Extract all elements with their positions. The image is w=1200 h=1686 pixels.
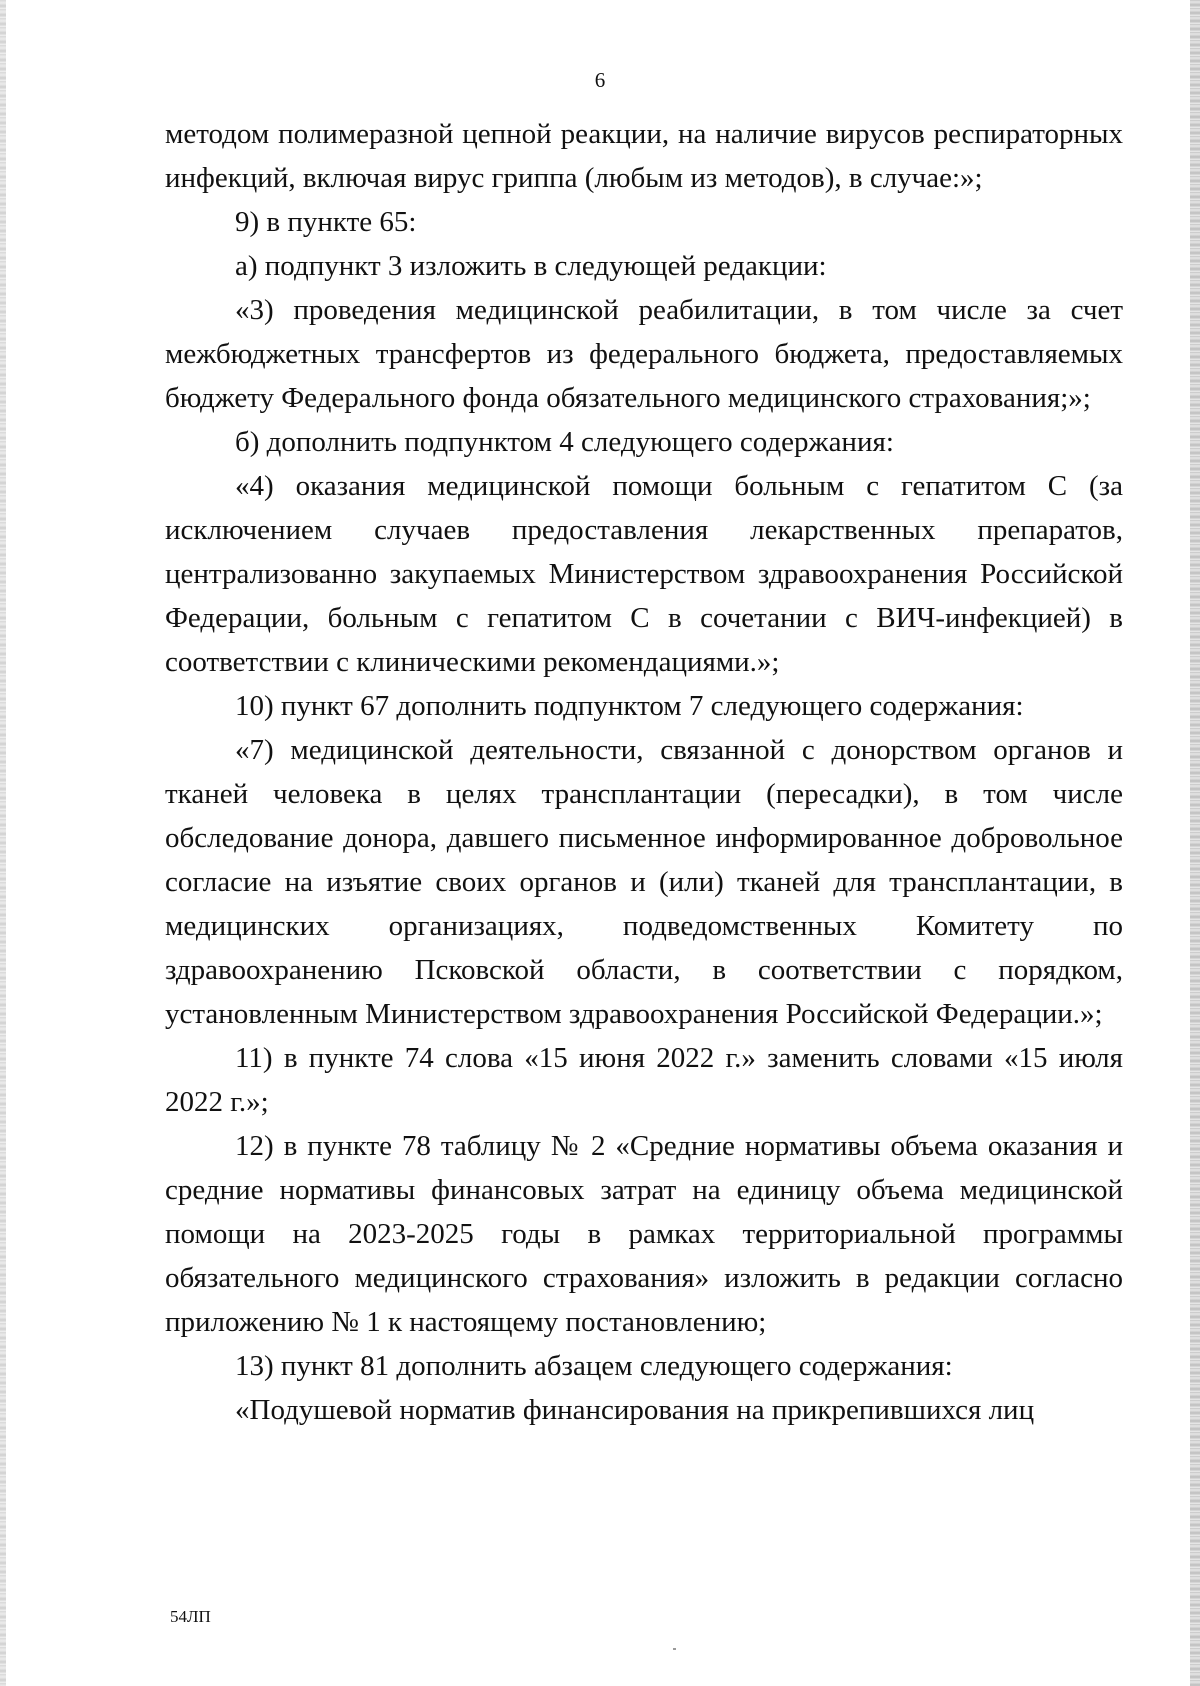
paragraph-item-11: 11) в пункте 74 слова «15 июня 2022 г.» заменить словами «15 июля 2022 г.»; — [165, 1042, 1123, 1118]
document-body — [165, 112, 1123, 1432]
document-code: 54ЛП — [170, 1607, 211, 1626]
paragraph-item-9: 9) в пункте 65: — [235, 206, 417, 238]
paragraph-subitem-a: а) подпункт 3 изложить в следующей редакции: — [235, 250, 827, 282]
paragraph-item-13: 13) пункт 81 дополнить абзацем следующего содержания: — [235, 1350, 953, 1382]
paragraph-item-12: 12) в пункте 78 таблицу № 2 «Средние нормативы объема оказания и средние нормативы финансовых затрат на единицу объема медицинской помощи на 2023-2025 годы в рамках территориальной программы обязательного медицинского страхования» изложить в редакции согласно приложению № 1 к настоящему постановлению; — [165, 1130, 1123, 1338]
paragraph-continuation: методом полимеразной цепной реакции, на наличие вирусов респираторных инфекций, включая вирус гриппа (любым из методов), в случае:»; — [165, 118, 1123, 194]
paragraph-item-10: 10) пункт 67 дополнить подпунктом 7 следующего содержания: — [235, 690, 1024, 722]
page-number: 6 — [594, 68, 606, 92]
scan-edge-right — [1190, 0, 1200, 1686]
scan-artifact — [673, 1648, 676, 1650]
scan-edge-left — [0, 0, 6, 1686]
paragraph-quote-7: «7) медицинской деятельности, связанной с донорством органов и тканей человека в целях трансплантации (пересадки), в том числе обследование донора, давшего письменное информированное добровольное согласие на изъятие своих органов и (или) тканей для трансплантации, в медицинских организациях, подведомственных Комитету по здравоохранению Псковской области, в соответствии с порядком, установленным Министерством здравоохранения Российской Федерации.»; — [165, 734, 1123, 1030]
paragraph-subitem-b: б) дополнить подпунктом 4 следующего содержания: — [235, 426, 894, 458]
paragraph-quote-3: «3) проведения медицинской реабилитации, в том числе за счет межбюджетных трансфертов из федерального бюджета, предоставляемых бюджету Федерального фонда обязательного медицинского страхования;»; — [165, 294, 1123, 414]
paragraph-quote-start: «Подушевой норматив финансирования на прикрепившихся лиц — [235, 1394, 1035, 1426]
paragraph-quote-4: «4) оказания медицинской помощи больным с гепатитом С (за исключением случаев предоставления лекарственных препаратов, централизованно закупаемых Министерством здравоохранения Российской Федерации, больным с гепатитом С в сочетании с ВИЧ-инфекцией) в соответствии с клиническими рекомендациями.»; — [165, 470, 1123, 678]
